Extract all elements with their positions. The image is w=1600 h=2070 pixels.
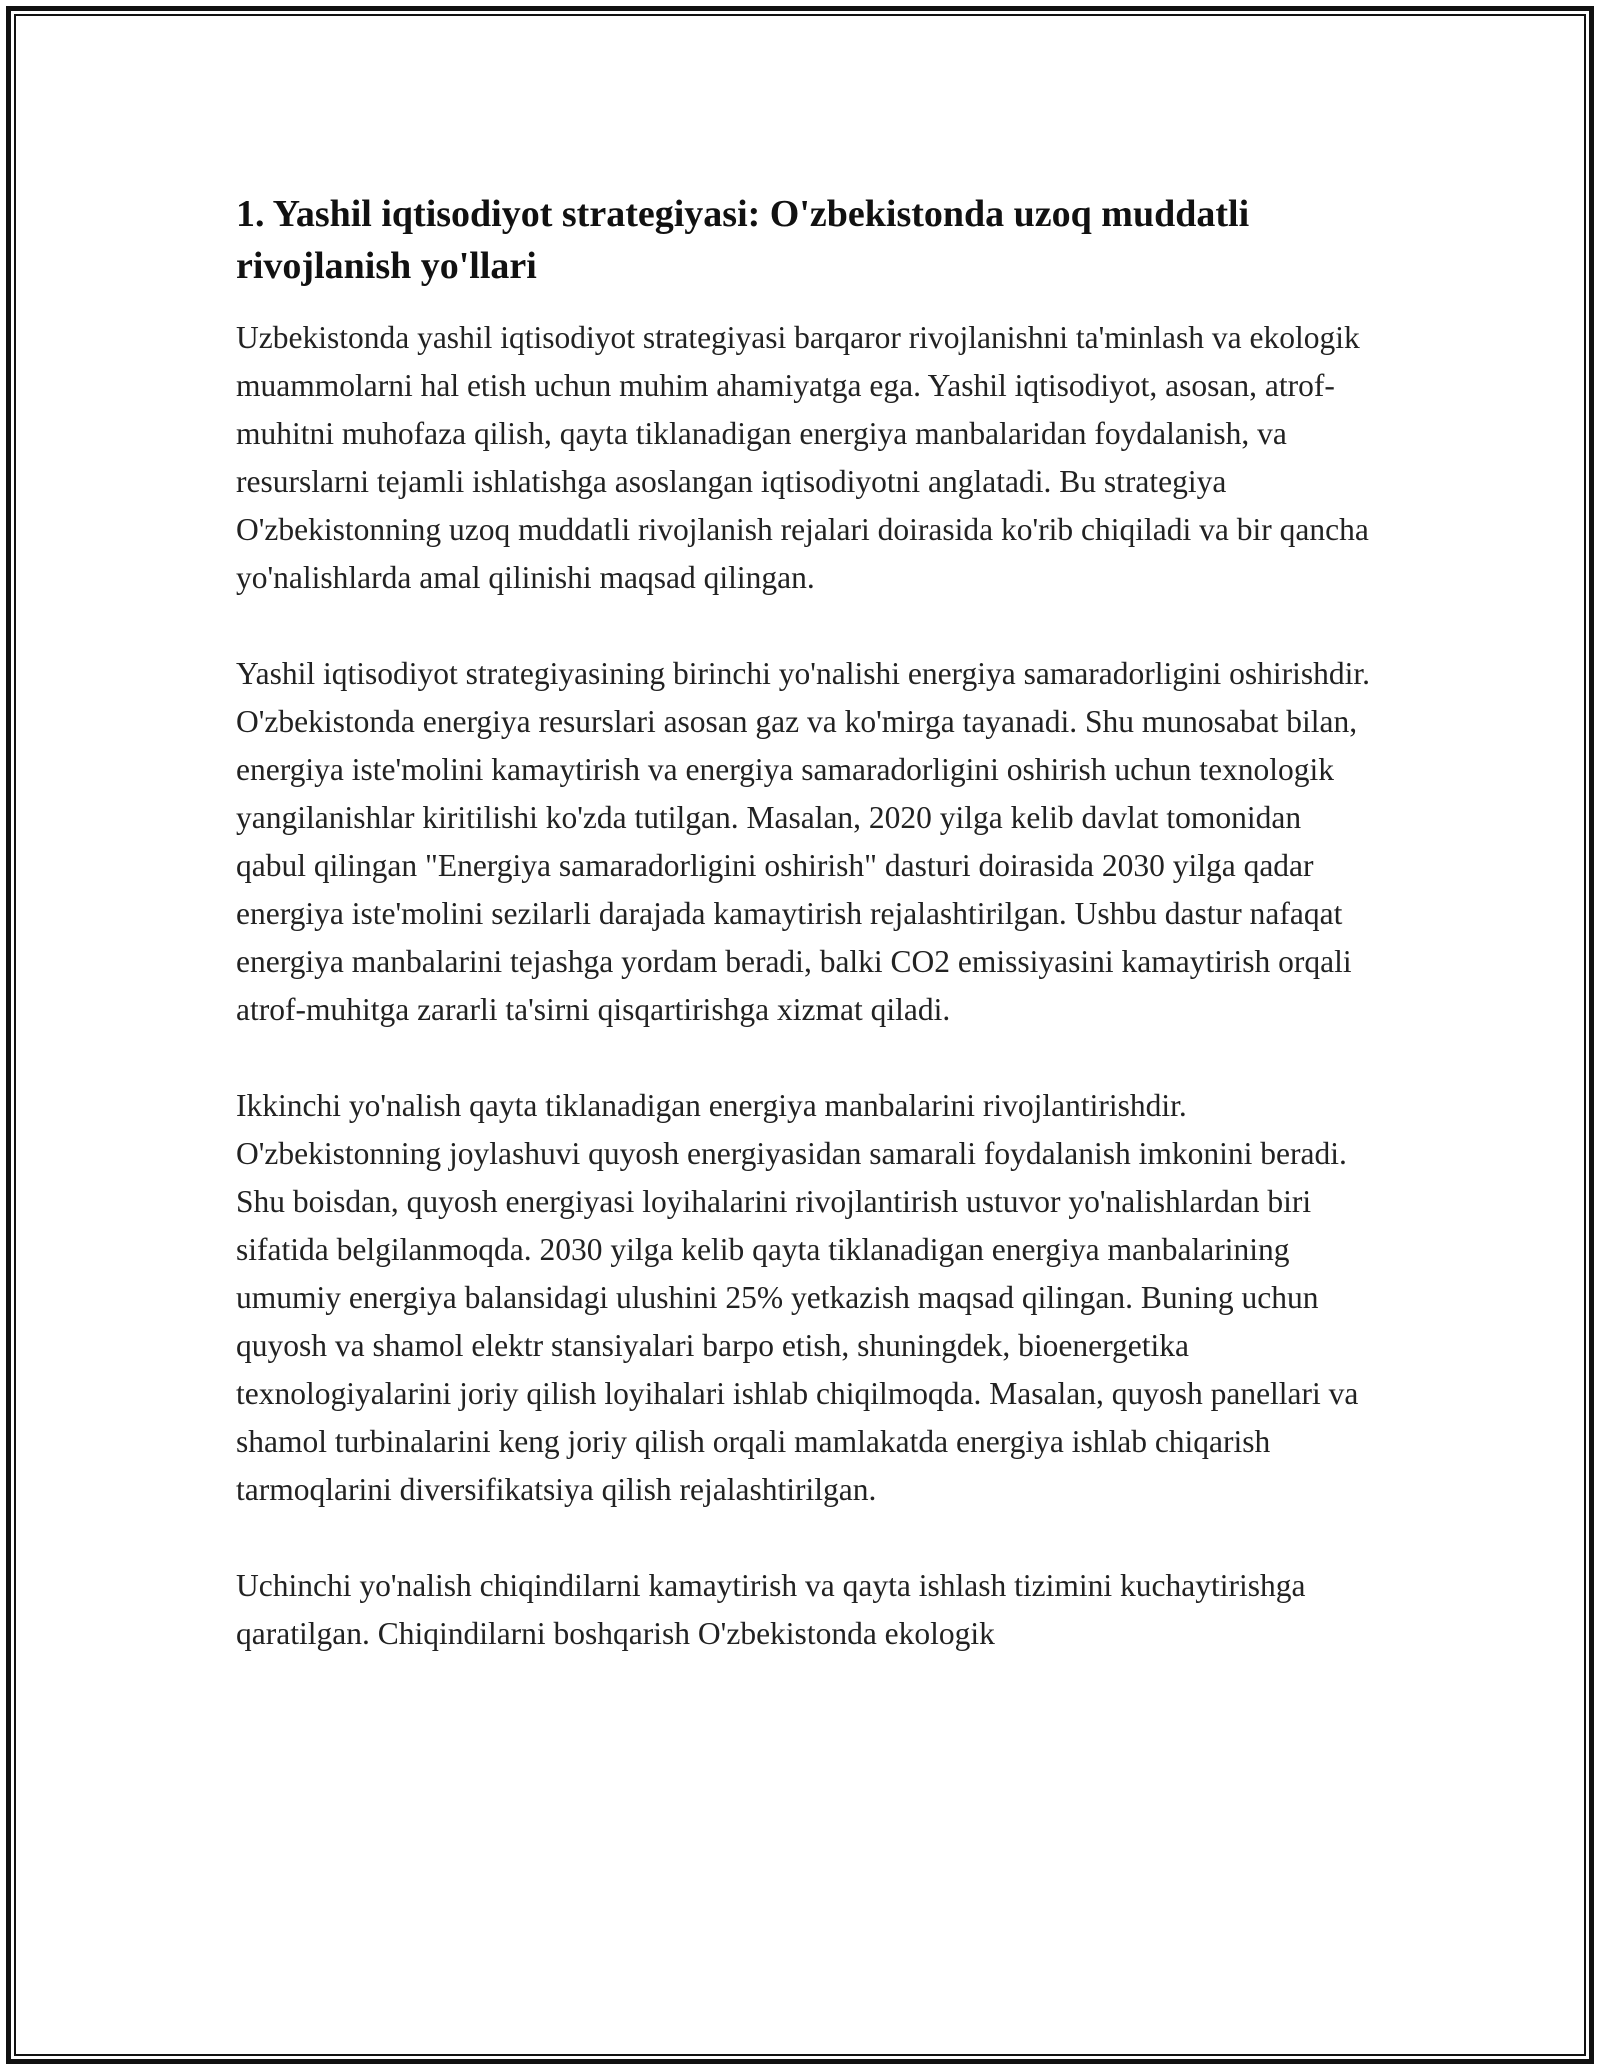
document-body — [236, 188, 1376, 1706]
paragraph-waste-management: Uchinchi yo'nalish chiqindilarni kamaytirish va qayta ishlash tizimini kuchaytirishga qaratilgan. Chiqindilarni boshqarish O'zbekistonda ekologik — [236, 1568, 1306, 1651]
paragraph-energy-efficiency: Yashil iqtisodiyot strategiyasining birinchi yo'nalishi energiya samaradorligini oshirishdir. O'zbekistonda energiya resurslari asosan gaz va ko'mirga tayanadi. Shu munosabat bilan, energiya iste'molini kamaytirish va energiya samaradorligini oshirish uchun texnologik yangilanishlar kiritilishi ko'zda tutilgan. Masalan, 2020 yilga kelib davlat tomonidan qabul qilingan "Energiya samaradorligini oshirish" dasturi doirasida 2030 yilga qadar energiya iste'molini sezilarli darajada kamaytirish rejalashtirilgan. Ushbu dastur nafaqat energiya manbalarini tejashga yordam beradi, balki CO2 emissiyasini kamaytirish orqali atrof-muhitga zararli ta'sirni qisqartirishga xizmat qiladi. — [236, 656, 1371, 1027]
page-title: 1. Yashil iqtisodiyot strategiyasi: O'zbekistonda uzoq muddatli rivojlanish yo'llari — [236, 193, 1250, 287]
paragraph-intro: Uzbekistonda yashil iqtisodiyot strategiyasi barqaror rivojlanishni ta'minlash va ekologik muammolarni hal etish uchun muhim ahamiyatga ega. Yashil iqtisodiyot, asosan, atrof-muhitni muhofaza qilish, qayta tiklanadigan energiya manbalaridan foydalanish, va resurslarni tejamli ishlatishga asoslangan iqtisodiyotni anglatadi. Bu strategiya O'zbekistonning uzoq muddatli rivojlanish rejalari doirasida ko'rib chiqiladi va bir qancha yo'nalishlarda amal qilinishi maqsad qilingan. — [236, 320, 1369, 595]
paragraph-renewable-energy: Ikkinchi yo'nalish qayta tiklanadigan energiya manbalarini rivojlantirishdir. O'zbekistonning joylashuvi quyosh energiyasidan samarali foydalanish imkonini beradi. Shu boisdan, quyosh energiyasi loyihalarini rivojlantirish ustuvor yo'nalishlardan biri sifatida belgilanmoqda. 2030 yilga kelib qayta tiklanadigan energiya manbalarining umumiy energiya balansidagi ulushini 25% yetkazish maqsad qilingan. Buning uchun quyosh va shamol elektr stansiyalari barpo etish, shuningdek, bioenergetika texnologiyalarini joriy qilish loyihalari ishlab chiqilmoqda. Masalan, quyosh panellari va shamol turbinalarini keng joriy qilish orqali mamlakatda energiya ishlab chiqarish tarmoqlarini diversifikatsiya qilish rejalashtirilgan. — [236, 1088, 1359, 1507]
